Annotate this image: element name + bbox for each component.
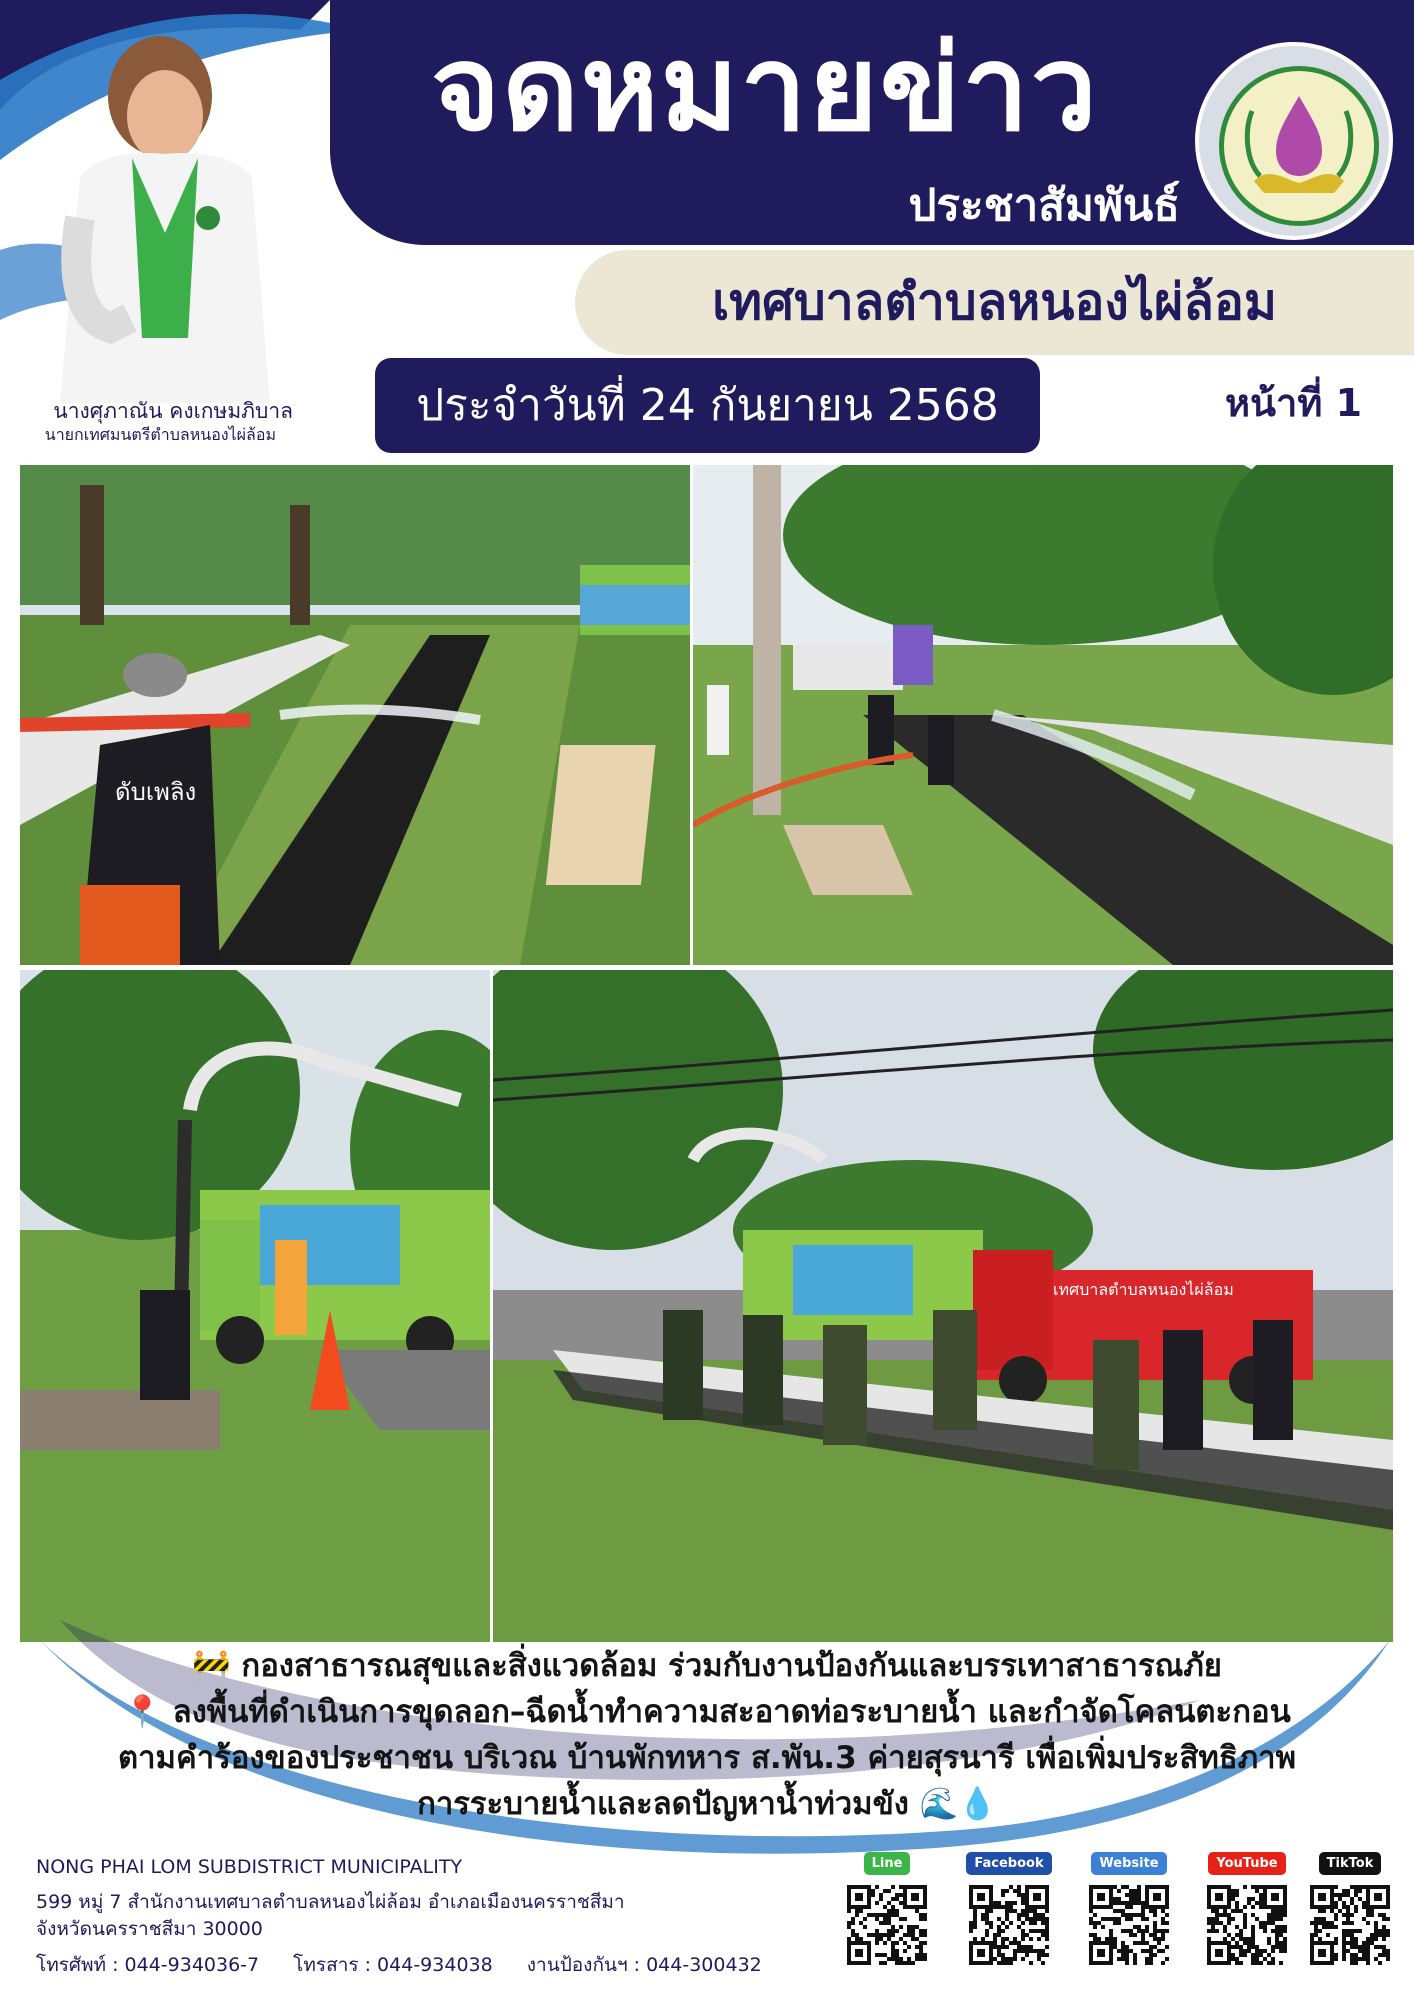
footer-organization: NONG PHAI LOM SUBDISTRICT MUNICIPALITY	[36, 1856, 463, 1878]
footer-prevention-phone: งานป้องกันฯ : 044-300432	[526, 1954, 762, 1976]
social-tiktok[interactable]	[1306, 1852, 1394, 1965]
social-facebook[interactable]	[965, 1852, 1053, 1965]
caption-line-1: 🚧 กองสาธารณสุขและสิ่งแวดล้อม ร่วมกับงานป้องกันและบรรเทาสาธารณภัย	[192, 1648, 1222, 1684]
tiktok-qr-icon[interactable]	[1310, 1885, 1390, 1965]
footer-contacts	[36, 1950, 790, 1980]
youtube-qr-icon[interactable]	[1207, 1885, 1287, 1965]
caption-line-3: ตามคำร้องของประชาชน บริเวณ บ้านพักทหาร ส.พัน.3 ค่ายสุรนารี เพื่อเพิ่มประสิทธิภาพ	[117, 1740, 1297, 1776]
footer-address-line-1: 599 หมู่ 7 สำนักงานเทศบาลตำบลหนองไผ่ล้อม อำเภอเมืองนครราชสีมา	[36, 1891, 625, 1913]
vest-text: ดับเพลิง	[115, 778, 197, 806]
footer-phone: โทรศัพท์ : 044-934036-7	[36, 1954, 260, 1976]
tiktok-label[interactable]: TikTok	[1319, 1852, 1382, 1875]
organization-name: เทศบาลตำบลหนองไผ่ล้อม	[712, 273, 1277, 331]
issue-date: ประจำวันที่ 24 กันยายน 2568	[375, 358, 1040, 453]
mayor-name: นางศุภาณัน คงเกษมภิบาล	[53, 399, 293, 423]
photo-suction-truck	[20, 970, 490, 1642]
mayor-portrait	[20, 18, 310, 403]
facebook-qr-icon[interactable]	[969, 1885, 1049, 1965]
caption-line-2: 📍 ลงพื้นที่ดำเนินการขุดลอก–ฉีดน้ำทำความสะอาดท่อระบายน้ำ และกำจัดโคลนตะกอน	[123, 1694, 1291, 1730]
website-label[interactable]: Website	[1091, 1852, 1166, 1875]
truck-text: เทศบาลตำบลหนองไผ่ล้อม	[1053, 1280, 1234, 1299]
mayor-role: นายกเทศมนตรีตำบลหนองไผ่ล้อม	[44, 425, 276, 444]
line-qr-icon[interactable]	[847, 1885, 927, 1965]
municipality-logo	[1195, 42, 1393, 240]
facebook-label[interactable]: Facebook	[966, 1852, 1051, 1875]
newsletter-title: จดหมายข่าว	[431, 19, 1099, 157]
photo-drain-spraying	[20, 465, 690, 965]
youtube-label[interactable]: YouTube	[1208, 1852, 1285, 1875]
footer-address-line-2: จังหวัดนครราชสีมา 30000	[36, 1918, 263, 1940]
footer-fax: โทรสาร : 044-934038	[293, 1954, 493, 1976]
social-youtube[interactable]	[1203, 1852, 1291, 1965]
caption-line-4: การระบายน้ำและลดปัญหาน้ำท่วมขัง 🌊💧	[417, 1786, 997, 1822]
social-line[interactable]	[843, 1852, 931, 1965]
line-label[interactable]: Line	[864, 1852, 911, 1875]
page-number: หน้าที่ 1	[1225, 381, 1363, 425]
website-qr-icon[interactable]	[1089, 1885, 1169, 1965]
logo-emblem	[1219, 66, 1379, 226]
photo-team-cleaning	[693, 465, 1393, 965]
newsletter-subtitle: ประชาสัมพันธ์	[908, 180, 1180, 231]
photo-teams-trucks	[493, 970, 1393, 1642]
social-website[interactable]	[1085, 1852, 1173, 1965]
